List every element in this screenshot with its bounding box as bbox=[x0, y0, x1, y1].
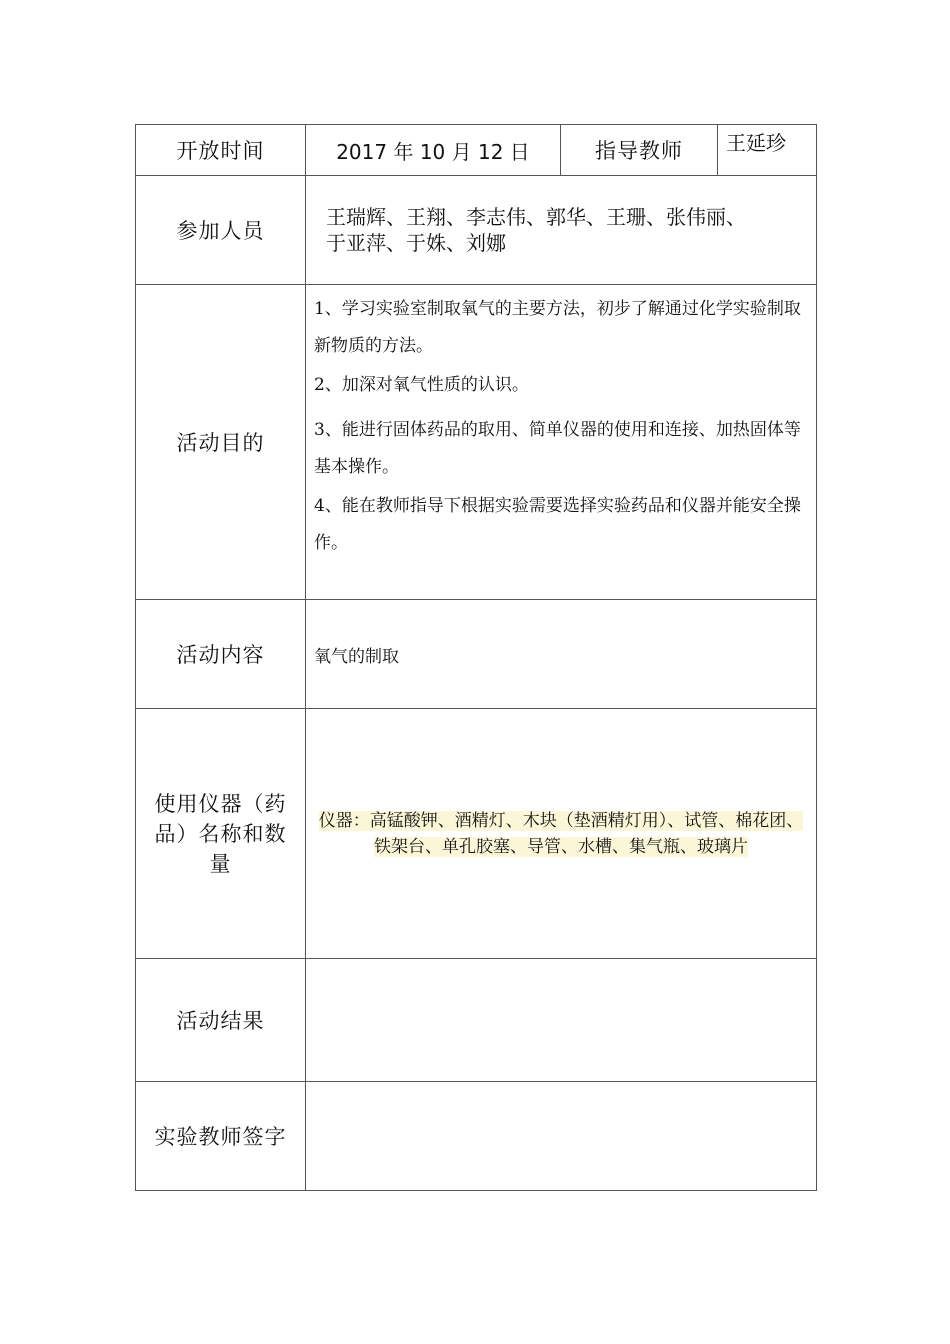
row-result bbox=[136, 959, 817, 1082]
instruments-label: 使用仪器（药品）名称和数量 bbox=[136, 709, 306, 959]
instruments-line-2: 铁架台、单孔胶塞、导管、水槽、集气瓶、玻璃片 bbox=[374, 836, 748, 857]
record-table bbox=[135, 124, 817, 1191]
purpose-list bbox=[306, 285, 817, 600]
result-label: 活动结果 bbox=[136, 959, 306, 1082]
open-time-label: 开放时间 bbox=[136, 125, 306, 176]
row-content bbox=[136, 600, 817, 709]
purpose-item-1: 1、学习实验室制取氧气的主要方法，初步了解通过化学实验制取新物质的方法。 bbox=[314, 299, 801, 356]
row-purpose bbox=[136, 285, 817, 600]
row-instruments bbox=[136, 709, 817, 959]
content-label: 活动内容 bbox=[136, 600, 306, 709]
row-open-time bbox=[136, 125, 817, 176]
instruments-line-1: 仪器：高锰酸钾、酒精灯、木块（垫酒精灯用）、试管、棉花团、 bbox=[318, 810, 804, 831]
result-value bbox=[306, 959, 817, 1082]
activity-record-form bbox=[135, 124, 816, 1191]
participants-line-2: 于亚萍、于姝、刘娜 bbox=[326, 231, 506, 255]
participants-label: 参加人员 bbox=[136, 176, 306, 285]
signature-label: 实验教师签字 bbox=[136, 1082, 306, 1191]
instruments-value bbox=[306, 709, 817, 959]
row-signature bbox=[136, 1082, 817, 1191]
open-date-value: 2017 年 10 月 12 日 bbox=[306, 125, 561, 176]
purpose-item-4: 4、能在教师指导下根据实验需要选择实验药品和仪器并能安全操作。 bbox=[314, 496, 801, 553]
row-participants bbox=[136, 176, 817, 285]
participants-line-1: 王瑞辉、王翔、李志伟、郭华、王珊、张伟丽、 bbox=[326, 205, 746, 229]
teacher-name: 王延珍 bbox=[718, 125, 817, 176]
signature-value bbox=[306, 1082, 817, 1191]
purpose-label: 活动目的 bbox=[136, 285, 306, 600]
content-value: 氧气的制取 bbox=[306, 600, 817, 709]
participants-value bbox=[306, 176, 817, 285]
purpose-item-3: 3、能进行固体药品的取用、简单仪器的使用和连接、加热固体等基本操作。 bbox=[314, 420, 801, 477]
teacher-label: 指导教师 bbox=[561, 125, 718, 176]
purpose-item-2: 2、加深对氧气性质的认识。 bbox=[314, 375, 529, 395]
